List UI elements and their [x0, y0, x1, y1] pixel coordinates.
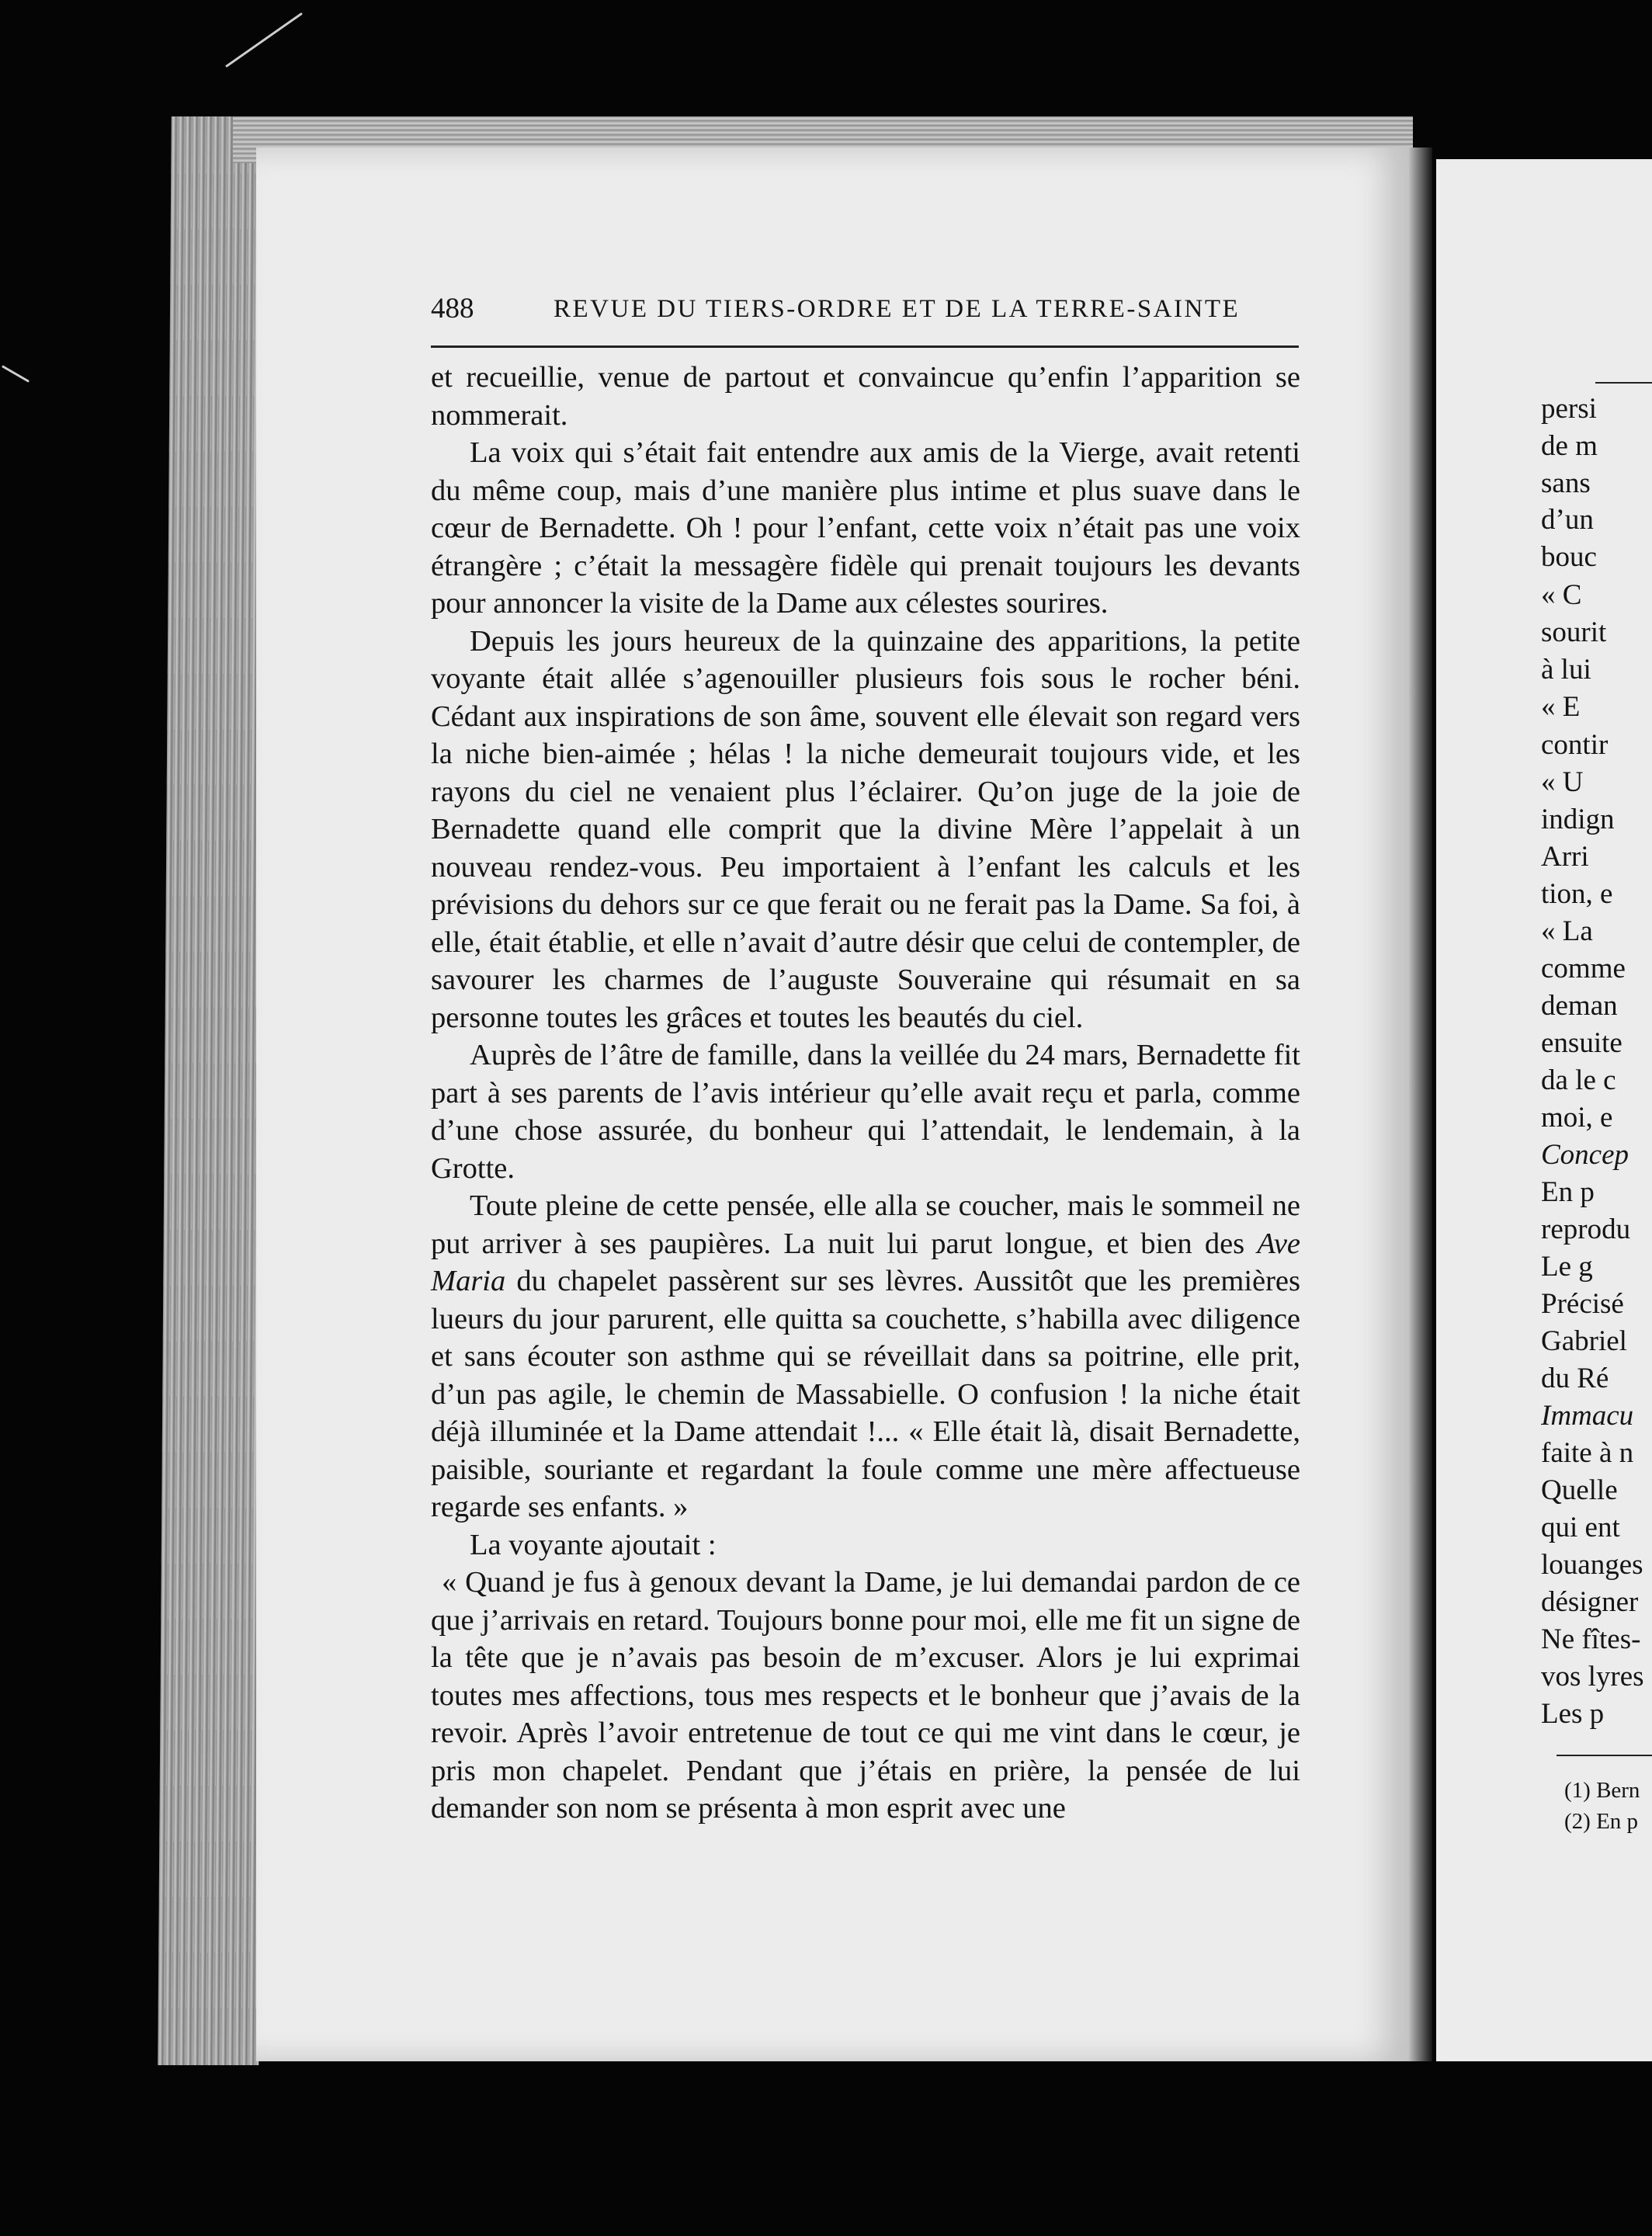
- body-text: [431, 359, 1300, 1828]
- right-page-line: da le c: [1541, 1064, 1616, 1096]
- right-page-line: désigner: [1541, 1586, 1639, 1618]
- right-page-line: à lui: [1541, 654, 1591, 686]
- paragraph: La voix qui s’était fait entendre aux amis de la Vierge, avait retenti du même coup, mais d’une manière plus intime et plus suave dans le cœur de Bernadette. Oh ! pour l’enfant, cette voix n’était pas une voix étrangère ; c’était la messagère fidèle qui prenait toujours les devants pour annoncer la visite de la Dame aux célestes sourires.: [431, 436, 1300, 620]
- film-scratch: [225, 12, 303, 68]
- right-page-line: En p: [1541, 1176, 1595, 1208]
- right-page-line: Concep: [1541, 1139, 1629, 1171]
- right-page-line: Les p: [1541, 1698, 1605, 1730]
- right-page-line: Gabriel: [1541, 1325, 1627, 1357]
- paragraph: [431, 1187, 1300, 1526]
- right-page-rule: [1595, 382, 1652, 384]
- right-page-line: moi, e: [1541, 1102, 1613, 1134]
- right-page-line: Le g: [1541, 1251, 1593, 1283]
- book-fore-edge: [158, 116, 272, 2065]
- right-page-line: « E: [1541, 691, 1581, 723]
- right-page-line: Arri: [1541, 841, 1589, 873]
- right-page-line: bouc: [1541, 541, 1597, 573]
- footnote: (1) Bern: [1564, 1778, 1640, 1803]
- film-scratch: [2, 365, 30, 383]
- paragraph: et recueillie, venue de partout et convaincue qu’enfin l’apparition se nommerait.: [431, 361, 1300, 432]
- paragraph: Auprès de l’âtre de famille, dans la veillée du 24 mars, Bernadette fit part à ses parents de l’avis intérieur qu’elle avait reçu et parla, comme d’une chose assurée, du bonheur qui l’attendait, le lendemain, à la Grotte.: [431, 1039, 1300, 1185]
- right-page-line: reprodu: [1541, 1213, 1631, 1245]
- header-rule: [431, 345, 1299, 348]
- right-page-line: contir: [1541, 729, 1609, 761]
- right-page-line: d’un: [1541, 504, 1594, 536]
- paragraph-text: Toute pleine de cette pensée, elle alla se coucher, mais le sommeil ne put arriver à ses paupières. La nuit lui parut longue, et bien des: [431, 1189, 1300, 1260]
- footnote: (2) En p: [1564, 1809, 1639, 1834]
- paragraph: Depuis les jours heureux de la quinzaine des apparitions, la petite voyante était allée s’agenouiller plusieurs fois sous le rocher béni. Cédant aux inspirations de son âme, souvent elle élevait son regard vers la niche bien-aimée ; hélas ! la niche demeurait toujours vide, et les rayons du ciel ne venaient plus l’éclairer. Qu’on juge de la joie de Bernadette quand elle comprit que la divine Mère l’appelait à un nouveau rendez-vous. Peu importaient à l’enfant les calculs et les prévisions du dehors sur ce que ferait ou ne ferait pas la Dame. Sa foi, à elle, était établie, et elle n’avait d’autre désir que celui de contempler, de savourer les charmes de l’auguste Souveraine qui résumait en sa personne toutes les grâces et toutes les beautés du ciel.: [431, 624, 1300, 1034]
- italic-phrase: Ave Maria: [431, 1227, 1300, 1297]
- right-page-line: qui ent: [1541, 1512, 1620, 1543]
- running-header: [431, 292, 1300, 334]
- right-page-text: [1541, 392, 1652, 1759]
- right-page-line: « C: [1541, 579, 1582, 611]
- right-page-line: indign: [1541, 804, 1615, 835]
- right-page-line: persi: [1541, 393, 1597, 425]
- quote-paragraph: « Quand je fus à genoux devant la Dame, je lui demandai pardon de ce que j’arrivais en retard. Toujours bonne pour moi, elle me fit un signe de la tête que je n’avais pas besoin de m’excuser. Alors je lui exprimai toutes mes affections, tous mes respects et le bonheur que j’avais de la revoir. Après l’avoir entretenue de tout ce qui me vint dans le cœur, je pris mon chapelet. Pendant que j’étais en prière, la pensée de lui demander son nom se présenta à mon esprit avec une: [431, 1566, 1300, 1825]
- right-page-line: comme: [1541, 953, 1626, 984]
- right-page-line: deman: [1541, 990, 1618, 1022]
- page-gutter: [1409, 148, 1432, 2061]
- paragraph: La voyante ajoutait :: [470, 1528, 717, 1561]
- right-page-line: Précisé: [1541, 1288, 1624, 1320]
- right-page-line: sans: [1541, 467, 1591, 499]
- running-title: REVUE DU TIERS-ORDRE ET DE LA TERRE-SAINTE: [554, 295, 1241, 323]
- right-page-line: louanges: [1541, 1549, 1643, 1581]
- right-page-line: Immacu: [1541, 1400, 1634, 1432]
- right-page-line: « La: [1541, 915, 1593, 947]
- right-page-line: sourit: [1541, 616, 1607, 648]
- right-page-line: Ne fîtes-: [1541, 1623, 1641, 1655]
- right-page-line: ensuite: [1541, 1027, 1622, 1059]
- right-page-line: « U: [1541, 766, 1584, 798]
- footnote-rule: [1557, 1755, 1652, 1756]
- right-page-line: Quelle: [1541, 1474, 1618, 1506]
- right-page-line: vos lyres: [1541, 1661, 1644, 1693]
- paragraph-text: du chapelet passèrent sur ses lèvres. Aussitôt que les premières lueurs du jour parurent, elle quitta sa couchette, s’habilla avec diligence et sans écouter son asthme qui se réveillait dans sa poitrine, elle prit, d’un pas agile, le chemin de Massabielle. O confusion ! la niche était déjà illuminée et la Dame attendait !... « Elle était là, disait Bernadette, paisible, souriante et regardant la foule comme une mère affectueuse regarde ses enfants. »: [431, 1265, 1300, 1523]
- right-page-line: tion, e: [1541, 878, 1613, 910]
- right-page-line: de m: [1541, 430, 1598, 462]
- right-page-line: du Ré: [1541, 1363, 1609, 1394]
- right-page-line: faite à n: [1541, 1437, 1634, 1469]
- page-number: 488: [431, 293, 474, 325]
